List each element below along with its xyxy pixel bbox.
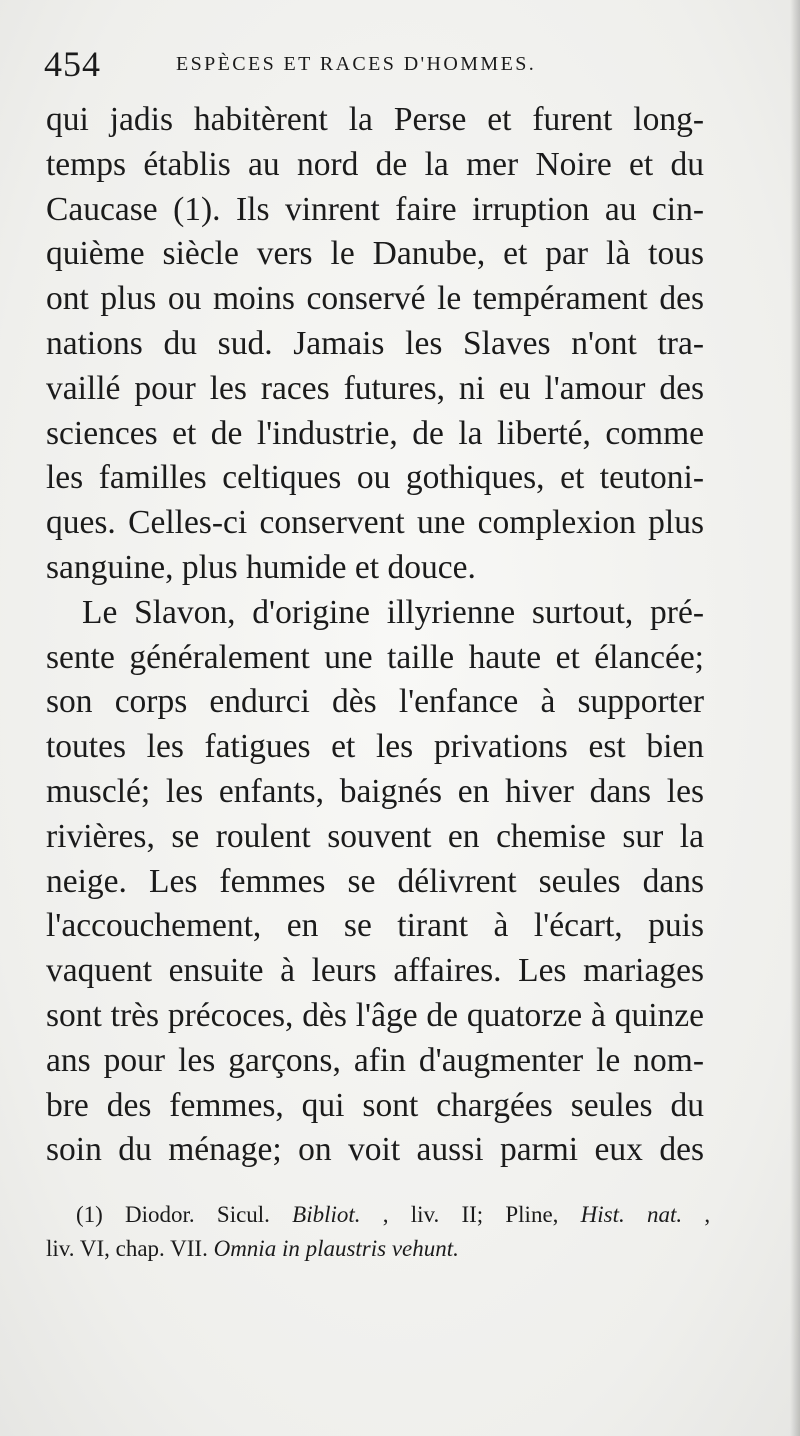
text-line: neige. Les femmes se délivrent seules dans (46, 862, 704, 900)
text-line: toutes les fatigues et les privations est bien (46, 728, 704, 766)
footnote-quote: Omnia in plaustris vehunt. (213, 1236, 459, 1261)
text-line: quième siècle vers le Danube, et par là tous (46, 235, 704, 273)
text-line: rivières, se roulent souvent en chemise sur la (46, 817, 704, 855)
footnote-line (46, 1232, 710, 1266)
footnote (46, 1198, 710, 1266)
text-line: ques. Celles-ci conservent une complexion plus (46, 504, 704, 542)
text-line: sanguine, plus humide et douce. (46, 548, 476, 586)
text-line: ans pour les garçons, afin d'augmenter le nom- (46, 1041, 704, 1079)
text-line: nations du sud. Jamais les Slaves n'ont tra- (46, 324, 704, 362)
text-line: Caucase (1). Ils vinrent faire irruption au cin- (46, 190, 704, 228)
page-number: 454 (44, 44, 101, 84)
footnote-title: Bibliot. (292, 1202, 361, 1227)
text-line: qui jadis habitèrent la Perse et furent long- (46, 101, 704, 138)
footnote-text: Diodor. Sicul. (125, 1202, 270, 1227)
text-line: vaquent ensuite à leurs affaires. Les mariages (46, 952, 704, 990)
text-line: les familles celtiques ou gothiques, et teutoni- (46, 459, 704, 497)
text-line: sciences et de l'industrie, de la liberté, comme (46, 414, 704, 452)
footnote-marker: (1) (76, 1202, 103, 1227)
text-line: musclé; les enfants, baignés en hiver dans les (46, 772, 704, 810)
running-head: ESPÈCES ET RACES D'HOMMES. (176, 53, 537, 75)
footnote-text: , liv. II; Pline, (382, 1202, 559, 1227)
text-line: Le Slavon, d'origine illyrienne surtout, pré- (82, 593, 704, 631)
footnote-title: Hist. nat. (580, 1202, 683, 1227)
text-line: son corps endurci dès l'enfance à supporter (46, 683, 704, 721)
page-edge-shadow (790, 0, 800, 1436)
page-header (44, 42, 704, 86)
text-line: temps établis au nord de la mer Noire et du (46, 145, 704, 183)
text-line: vaillé pour les races futures, ni eu l'amour des (46, 369, 704, 407)
footnote-text: liv. VI, chap. VII. (46, 1236, 208, 1261)
text-line: ont plus ou moins conservé le tempérament des (46, 280, 704, 318)
text-line: soin du ménage; on voit aussi parmi eux des (46, 1131, 704, 1169)
footnote-text: , (704, 1202, 711, 1227)
footnote-line (46, 1198, 710, 1232)
text-line: l'accouchement, en se tirant à l'écart, puis (46, 907, 704, 945)
text-line: bre des femmes, qui sont chargées seules du (46, 1086, 704, 1124)
body-text (46, 98, 704, 1173)
text-line: sente généralement une taille haute et élancée; (46, 638, 704, 676)
text-line: sont très précoces, dès l'âge de quatorze à quinze (46, 996, 704, 1034)
